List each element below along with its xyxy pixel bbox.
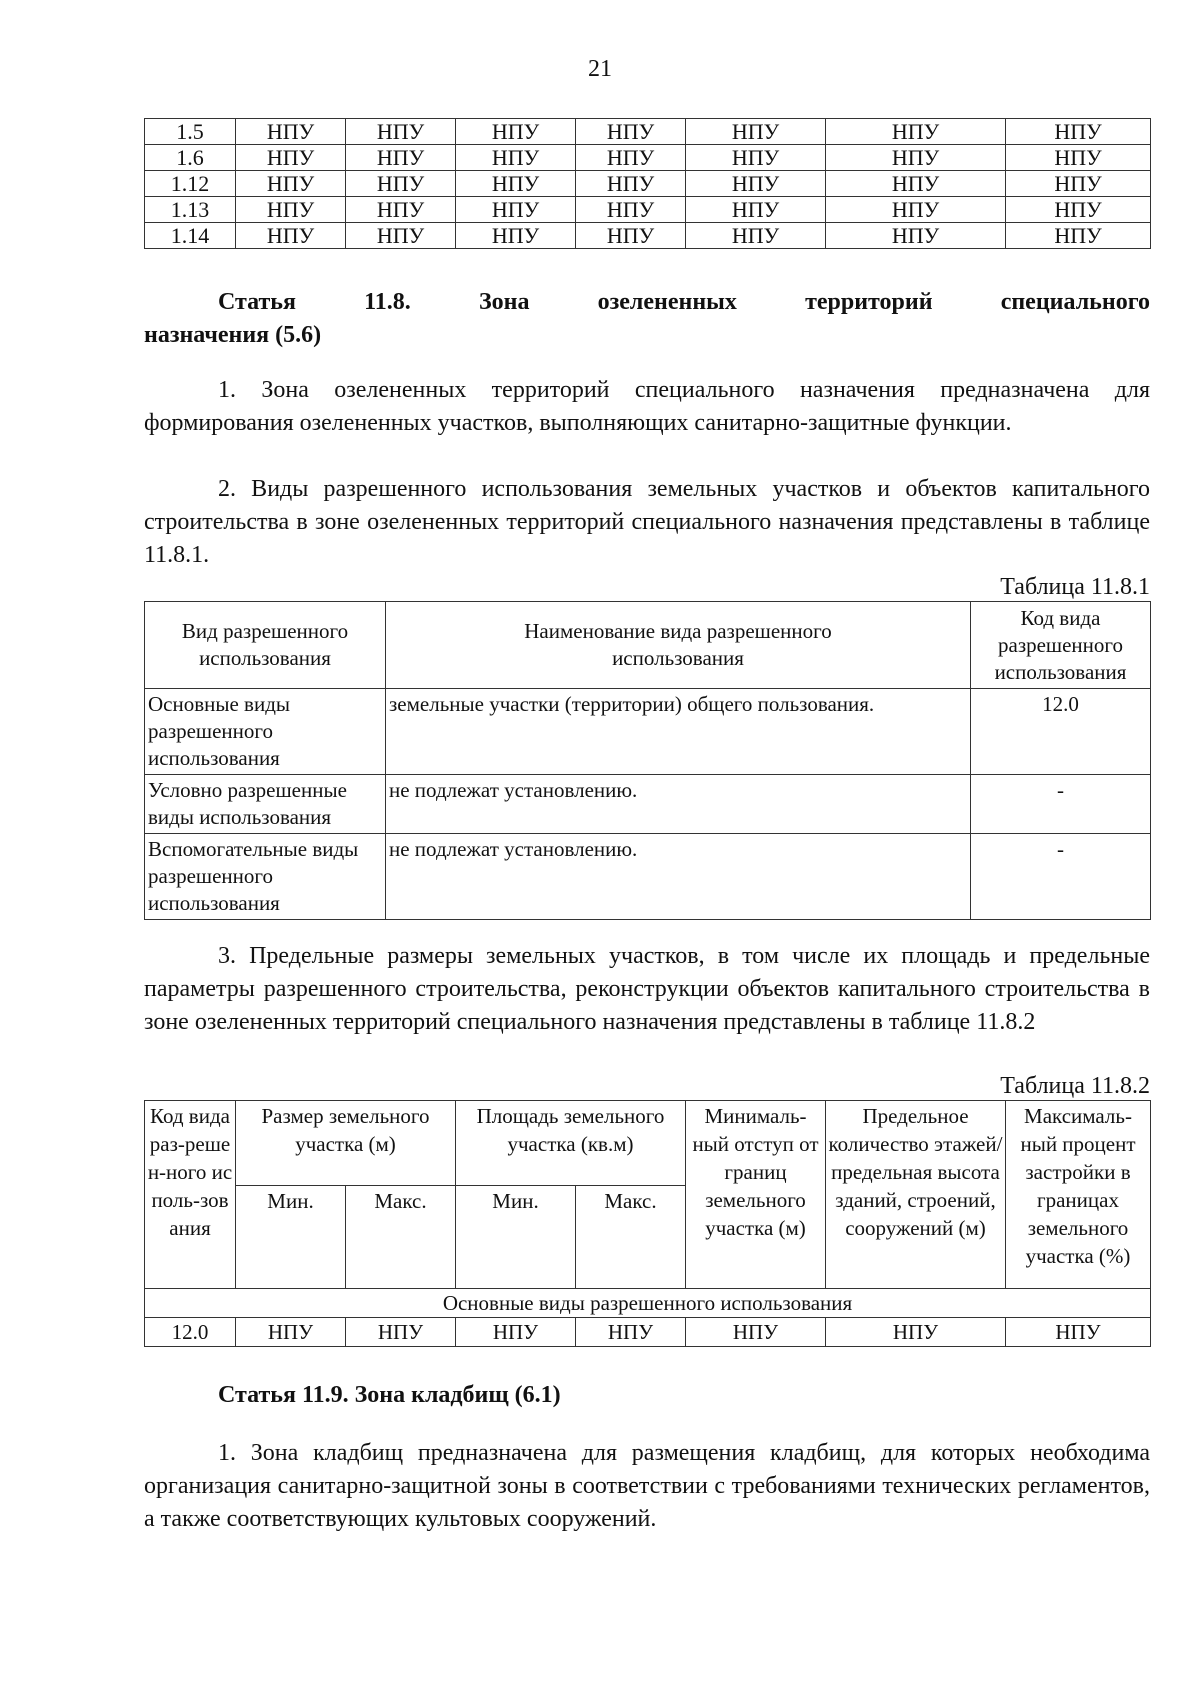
table-cell: 12.0	[145, 1318, 236, 1347]
table-row	[145, 119, 1151, 145]
continuation-table	[144, 118, 1151, 249]
article-11-9-heading: Статья 11.9. Зона кладбищ (6.1)	[218, 1382, 561, 1408]
header-code-text: Код вида раз-решен-ного исполь-зования	[147, 1104, 233, 1240]
table-cell: НПУ	[1006, 171, 1151, 197]
table-cell: НПУ	[456, 197, 576, 223]
table-cell: НПУ	[236, 171, 346, 197]
table-row	[145, 1318, 1151, 1347]
table-cell: НПУ	[576, 171, 686, 197]
table-cell: 1.14	[145, 223, 236, 249]
table-cell: -	[971, 834, 1151, 920]
table-cell: НПУ	[456, 1318, 576, 1347]
table-cell: НПУ	[686, 145, 826, 171]
header-cell-min: Мин.	[236, 1186, 346, 1289]
section-label: Основные виды разрешенного использования	[145, 1289, 1151, 1318]
table-cell: НПУ	[1006, 223, 1151, 249]
article-11-8-heading	[144, 286, 1150, 352]
table-cell: 1.13	[145, 197, 236, 223]
table-cell: НПУ	[236, 1318, 346, 1347]
article-11-8-heading-line1: Статья 11.8. Зона озелененных территорий специального	[218, 289, 1150, 315]
table-cell: 1.6	[145, 145, 236, 171]
table-cell: НПУ	[456, 223, 576, 249]
table-row	[145, 145, 1151, 171]
article-11-8-paragraph-3: 3. Предельные размеры земельных участков, в том числе их площадь и предельные параметры разрешенного строительства, реконструкции объектов капитального строительства в зоне озелененных территорий специального назначения представлены в таблице 11.8.2	[144, 943, 1150, 1035]
table-cell: НПУ	[346, 171, 456, 197]
table-row	[145, 834, 1151, 920]
header-cell-code	[145, 1101, 236, 1289]
table-11-8-1-caption: Таблица 11.8.1	[1000, 574, 1150, 600]
header-cell-max-floors: Предельное количество этажей/ предельная высота зданий, строений, сооружений (м)	[826, 1101, 1006, 1289]
article-11-8-heading-line2: назначения (5.6)	[144, 322, 322, 348]
article-11-8-paragraph-2: 2. Виды разрешенного использования земельных участков и объектов капитального строительства в зоне озелененных территорий специального назначения представлены в таблице 11.8.1.	[144, 476, 1150, 568]
table-cell: НПУ	[346, 145, 456, 171]
table-cell: НПУ	[686, 171, 826, 197]
table-row	[145, 197, 1151, 223]
header-cell-max: Макс.	[576, 1186, 686, 1289]
table-cell: НПУ	[576, 223, 686, 249]
table-cell: НПУ	[576, 145, 686, 171]
table-cell: НПУ	[456, 119, 576, 145]
table-row	[145, 171, 1151, 197]
table-cell: 12.0	[971, 689, 1151, 775]
table-cell: НПУ	[576, 197, 686, 223]
table-cell: НПУ	[456, 171, 576, 197]
table-cell: НПУ	[236, 145, 346, 171]
header-cell: Вид разрешенного использования	[145, 602, 386, 689]
table-cell: НПУ	[826, 145, 1006, 171]
table-cell: НПУ	[236, 119, 346, 145]
header-cell-min: Мин.	[456, 1186, 576, 1289]
table-11-8-2-caption: Таблица 11.8.2	[1000, 1073, 1150, 1099]
table-11-8-1	[144, 601, 1151, 920]
table-cell: НПУ	[1006, 145, 1151, 171]
page-number: 21	[588, 56, 612, 82]
table-cell: НПУ	[1006, 1318, 1151, 1347]
header-cell-plot-area: Площадь земельного участка (кв.м)	[456, 1101, 686, 1186]
header-cell-text: Наименование вида разрешенного использования	[524, 619, 832, 670]
header-cell-min-offset: Минималь-ный отступ от границ земельного участка (м)	[686, 1101, 826, 1289]
table-cell: НПУ	[346, 197, 456, 223]
table-cell: НПУ	[236, 197, 346, 223]
table-11-8-2	[144, 1100, 1151, 1347]
table-row	[145, 775, 1151, 834]
table-11-8-1-header-row	[145, 602, 1151, 689]
table-cell: НПУ	[1006, 119, 1151, 145]
table-cell: НПУ	[826, 119, 1006, 145]
header-cell-max: Макс.	[346, 1186, 456, 1289]
table-cell: НПУ	[686, 119, 826, 145]
table-cell: НПУ	[686, 197, 826, 223]
table-row	[145, 223, 1151, 249]
table-cell: Условно разрешенные виды использования	[145, 775, 386, 834]
header-cell-max-coverage: Максималь-ный процент застройки в границах земельного участка (%)	[1006, 1101, 1151, 1289]
table-cell: 1.12	[145, 171, 236, 197]
table-cell: НПУ	[576, 119, 686, 145]
header-cell-plot-size: Размер земельного участка (м)	[236, 1101, 456, 1186]
table-cell: 1.5	[145, 119, 236, 145]
table-section-row	[145, 1289, 1151, 1318]
table-cell: НПУ	[826, 171, 1006, 197]
table-cell: НПУ	[576, 1318, 686, 1347]
table-cell: НПУ	[346, 119, 456, 145]
table-cell: -	[971, 775, 1151, 834]
header-cell	[386, 602, 971, 689]
table-cell: НПУ	[686, 223, 826, 249]
header-cell: Код вида разрешенного использования	[971, 602, 1151, 689]
table-cell: НПУ	[826, 197, 1006, 223]
article-11-9-paragraph-1: 1. Зона кладбищ предназначена для размещения кладбищ, для которых необходима организация санитарно-защитной зоны в соответствии с требованиями технических регламентов, а также соответствующих культовых сооружений.	[144, 1440, 1150, 1532]
table-cell: земельные участки (территории) общего пользования.	[386, 689, 971, 775]
table-cell: НПУ	[686, 1318, 826, 1347]
table-cell: НПУ	[456, 145, 576, 171]
table-cell: НПУ	[346, 223, 456, 249]
article-11-8-paragraph-1: 1. Зона озелененных территорий специального назначения предназначена для формирования озелененных участков, выполняющих санитарно-защитные функции.	[144, 377, 1150, 436]
table-11-8-2-header-row	[145, 1101, 1151, 1186]
table-cell: НПУ	[236, 223, 346, 249]
table-cell: НПУ	[826, 1318, 1006, 1347]
table-cell: НПУ	[826, 223, 1006, 249]
table-cell: НПУ	[346, 1318, 456, 1347]
table-cell: НПУ	[1006, 197, 1151, 223]
table-cell: не подлежат установлению.	[386, 775, 971, 834]
table-cell: Основные виды разрешенного использования	[145, 689, 386, 775]
table-row	[145, 689, 1151, 775]
table-cell: Вспомогательные виды разрешенного использования	[145, 834, 386, 920]
table-cell: не подлежат установлению.	[386, 834, 971, 920]
